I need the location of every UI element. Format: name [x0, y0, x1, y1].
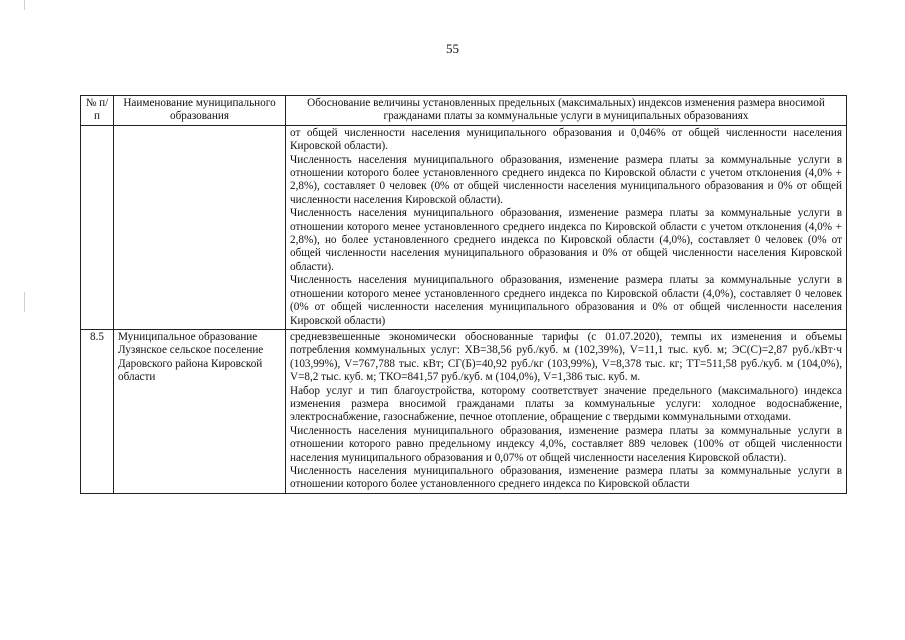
row-municipality	[114, 125, 286, 329]
paragraph: от общей численности населения муниципального образования и 0,046% от общей численности населения Кировской области).	[290, 126, 842, 153]
page-number: 55	[446, 41, 459, 56]
paragraph: Численность населения муниципального образования, изменение размера платы за коммунальные услуги в отношении которого более установленного среднего индекса по Кировской области	[290, 464, 842, 491]
scan-mark	[24, 292, 25, 312]
header-municipality: Наименование муниципального образования	[114, 96, 286, 126]
row-number: 8.5	[81, 329, 114, 493]
paragraph: Численность населения муниципального образования, изменение размера платы за коммунальные услуги в отношении которого более установленного среднего индекса по Кировской области с учетом отклонения (4,0% + 2,8%), составляет 0 человек (0% от общей численности населения муниципального образования и 0% от общей численности населения Кировской области).	[290, 153, 842, 206]
row-justification	[286, 329, 847, 493]
header-number: № п/п	[81, 96, 114, 126]
row-justification	[286, 125, 847, 329]
row-number	[81, 125, 114, 329]
table-row	[81, 329, 847, 493]
paragraph: Численность населения муниципального образования, изменение размера платы за коммунальные услуги в отношении которого менее установленного среднего индекса по Кировской области с учетом отклонения (4,0% + 2,8%), но более установленного среднего индекса по Кировской области (4,0%), составляет 0 человек (0% от общей численности населения муниципального образования и 0% от общей численности населения Кировской области).	[290, 207, 842, 273]
table-row	[81, 125, 847, 329]
table-header-row	[81, 96, 847, 126]
paragraph: Численность населения муниципального образования, изменение размера платы за коммунальные услуги в отношении которого равно предельному индексу 4,0%, составляет 889 человек (100% от общей численности населения муниципального образования и 0,07% от общей численности населения Кировской области).	[290, 424, 842, 464]
header-justification: Обоснование величины установленных предельных (максимальных) индексов изменения размера вносимой гражданами платы за коммунальные услуги в муниципальных образованиях	[286, 96, 847, 126]
scan-mark	[24, 0, 25, 10]
paragraph: средневзвешенные экономически обоснованные тарифы (с 01.07.2020), темпы их изменения и объемы потребления коммунальных услуг: ХВ=38,56 руб./куб. м (102,39%), V=11,1 тыс. куб. м; ЭС(С)=2,87 руб./кВт·ч (103,99%), V=767,788 тыс. кВт; СГ(Б)=40,92 руб./кг (103,99%), V=8,378 тыс. кг; ТТ=511,58 руб./куб. м (104,0%), V=8,2 тыс. куб. м; ТКО=841,57 руб./куб. м (104,0%), V=1,386 тыс. куб. м.	[290, 330, 842, 384]
paragraph: Численность населения муниципального образования, изменение размера платы за коммунальные услуги в отношении которого менее установленного среднего индекса по Кировской области (4,0%), составляет 0 человек (0% от общей численности населения муниципального образования и 0% от общей численности населения Кировской области)	[290, 274, 842, 327]
row-municipality: Муниципальное образование Лузянское сельское поселение Даровского района Кировской области	[114, 329, 286, 493]
tariff-justification-table	[80, 95, 847, 494]
paragraph: Набор услуг и тип благоустройства, которому соответствует значение предельного (максимального) индекса изменения размера вносимой гражданами платы за коммунальные услуги: холодное водоснабжение, электроснабжение, газоснабжение, печное отопление, обращение с твердыми коммунальными отходами.	[290, 384, 842, 424]
